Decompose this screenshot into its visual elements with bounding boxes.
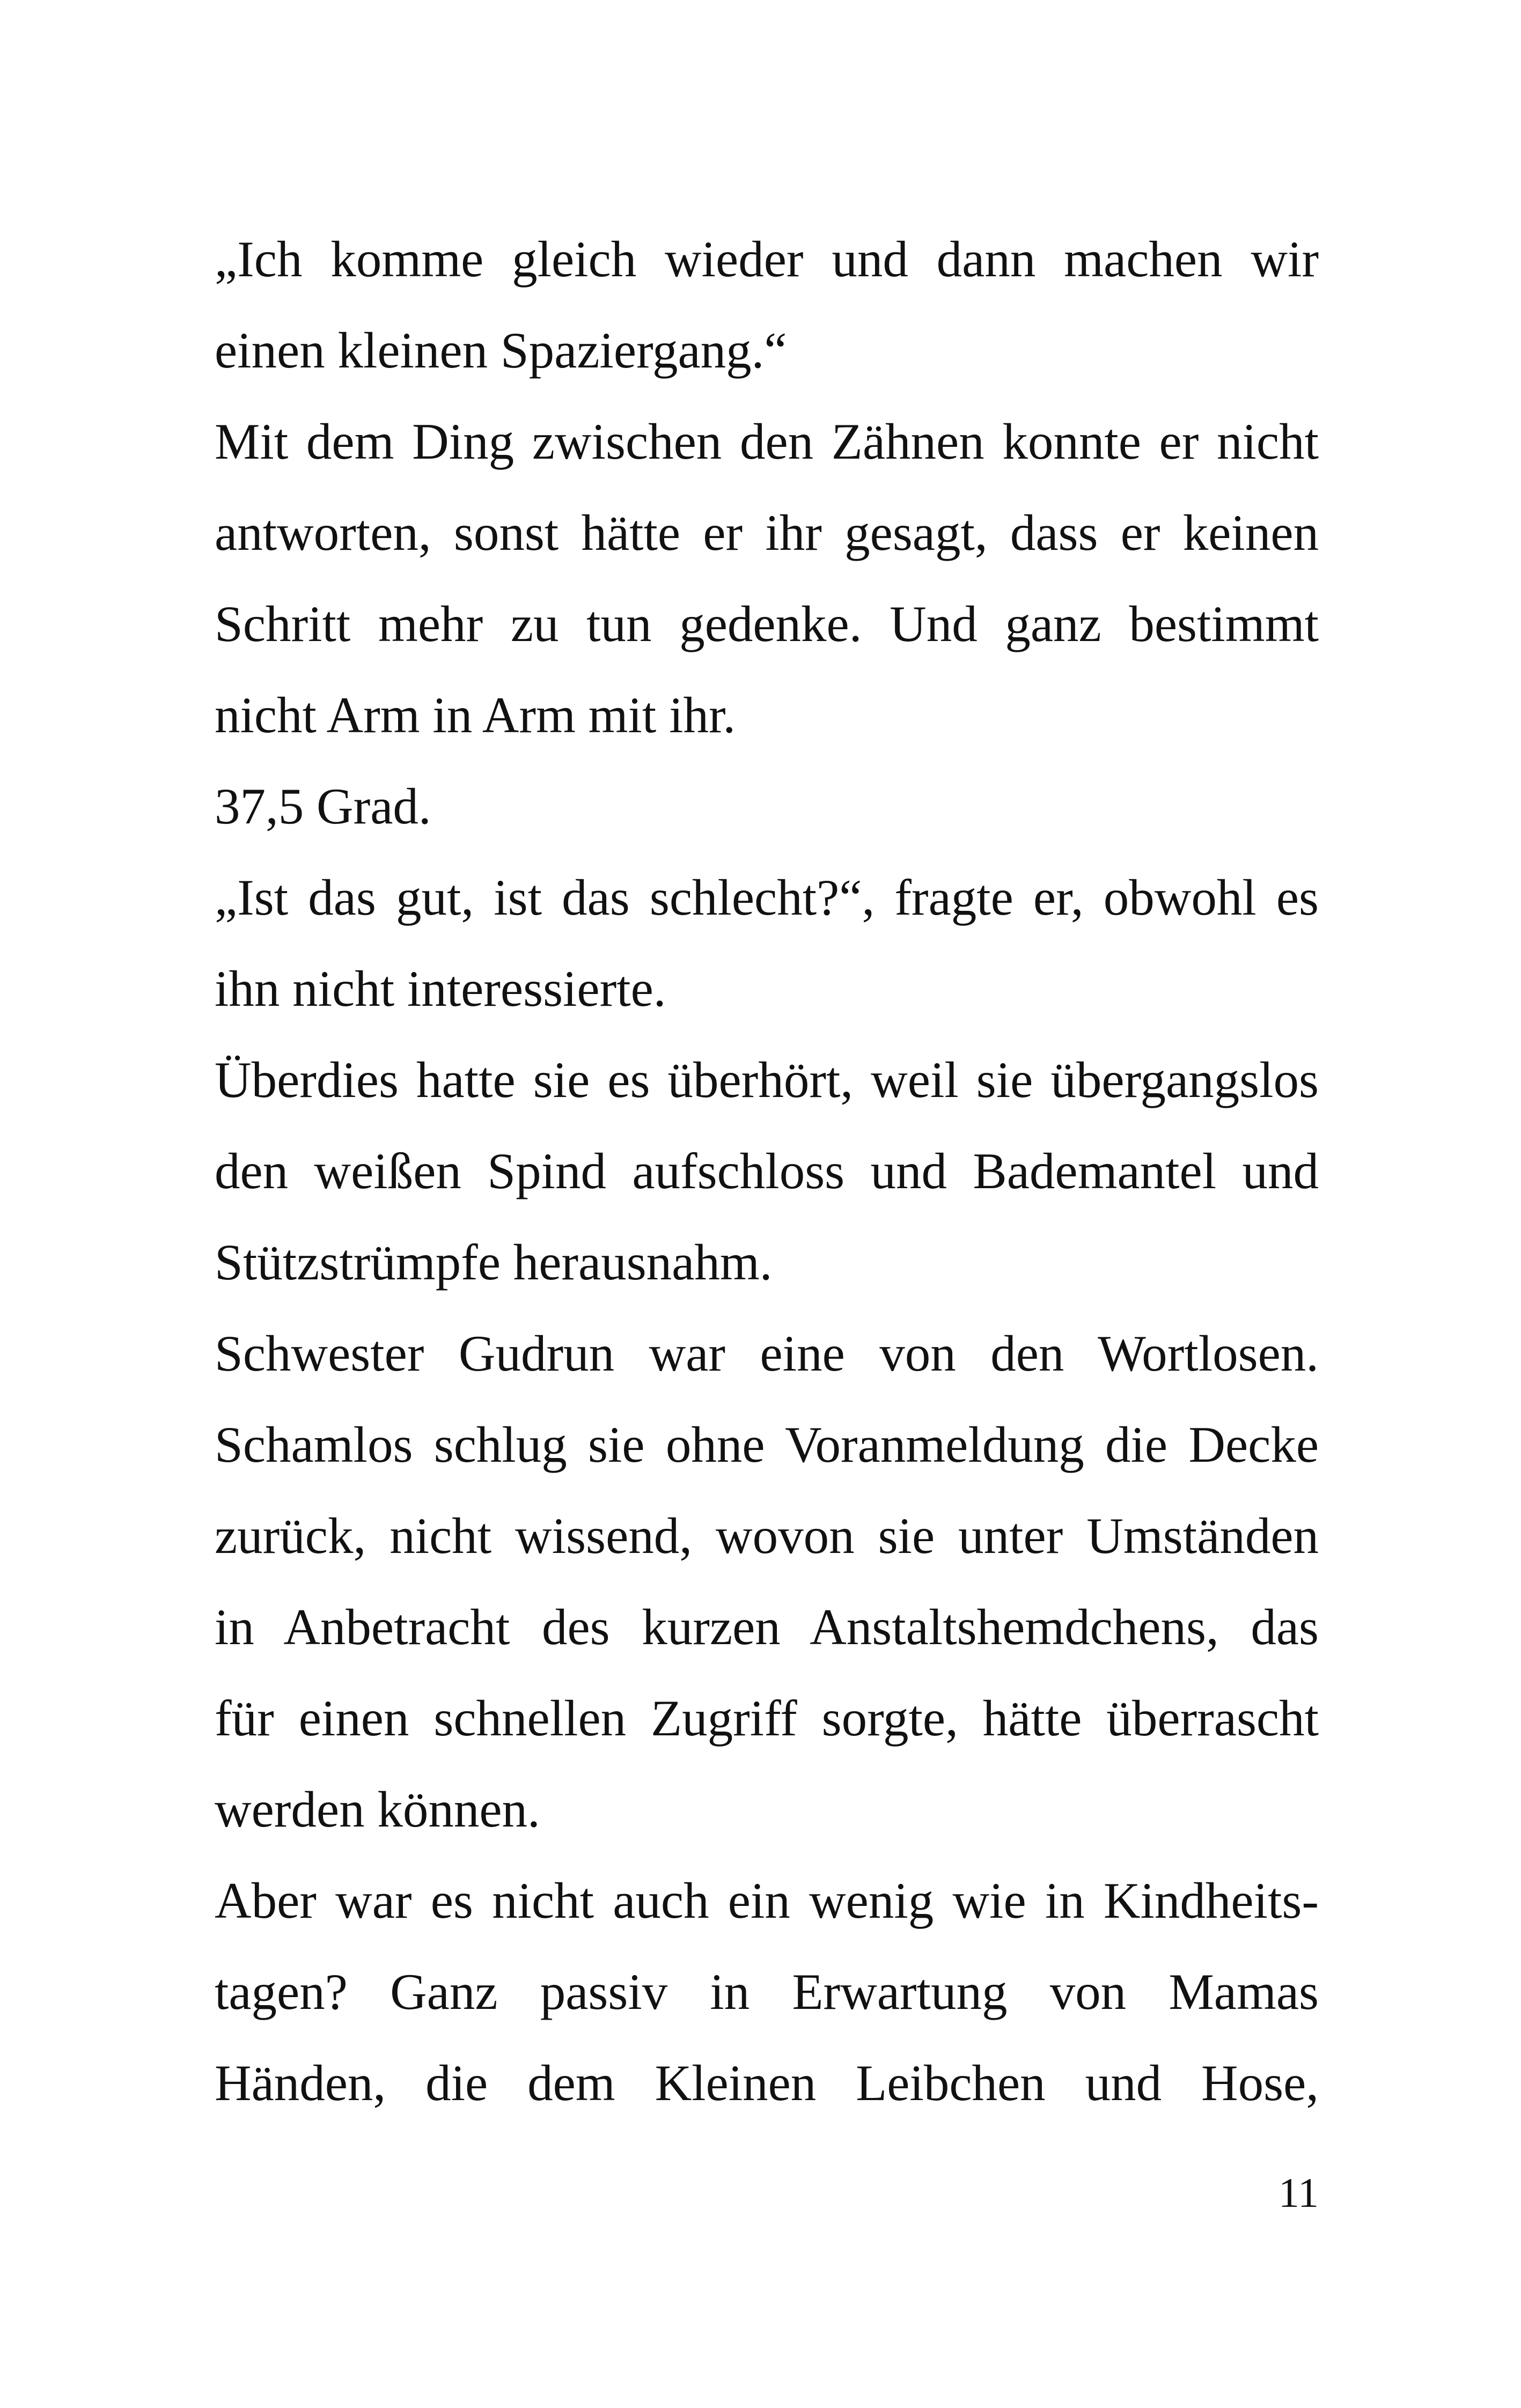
text-line: 37,5 Grad. xyxy=(215,778,431,835)
text-line: Mit dem Ding zwischen den Zähnen konnte er nicht xyxy=(215,413,1319,470)
text-line: tagen? Ganz passiv in Erwartung von Mamas xyxy=(215,1963,1319,2020)
text-line: einen kleinen Spaziergang.“ xyxy=(215,322,787,379)
text-line: Schamlos schlug sie ohne Voranmeldung die Decke xyxy=(215,1416,1319,1473)
text-line: für einen schnellen Zugriff sorgte, hätte überrascht xyxy=(215,1690,1319,1747)
text-line: Überdies hatte sie es überhört, weil sie übergangslos xyxy=(215,1051,1319,1108)
text-line: zurück, nicht wissend, wovon sie unter Umständen xyxy=(215,1507,1319,1564)
text-line: werden können. xyxy=(215,1781,540,1838)
text-line: den weißen Spind aufschloss und Bademantel und xyxy=(215,1143,1319,1199)
text-line: „Ich komme gleich wieder und dann machen wir xyxy=(215,231,1319,288)
text-line: Schritt mehr zu tun gedenke. Und ganz bestimmt xyxy=(215,595,1319,652)
text-line: Händen, die dem Kleinen Leibchen und Hose, xyxy=(215,2054,1319,2111)
text-line: Aber war es nicht auch ein wenig wie in Kindheits- xyxy=(215,1872,1319,1929)
page-number: 11 xyxy=(1278,2169,1319,2216)
text-line: ihn nicht interessierte. xyxy=(215,960,666,1017)
text-line: in Anbetracht des kurzen Anstaltshemdchens, das xyxy=(215,1599,1319,1655)
text-line: antworten, sonst hätte er ihr gesagt, dass er keinen xyxy=(215,504,1319,561)
text-line: Stützstrümpfe herausnahm. xyxy=(215,1234,773,1291)
text-line: „Ist das gut, ist das schlecht?“, fragte er, obwohl es xyxy=(215,869,1319,926)
text-line: Schwester Gudrun war eine von den Wortlosen. xyxy=(215,1325,1319,1382)
body-text xyxy=(215,213,1319,2129)
text-line: nicht Arm in Arm mit ihr. xyxy=(215,687,736,743)
